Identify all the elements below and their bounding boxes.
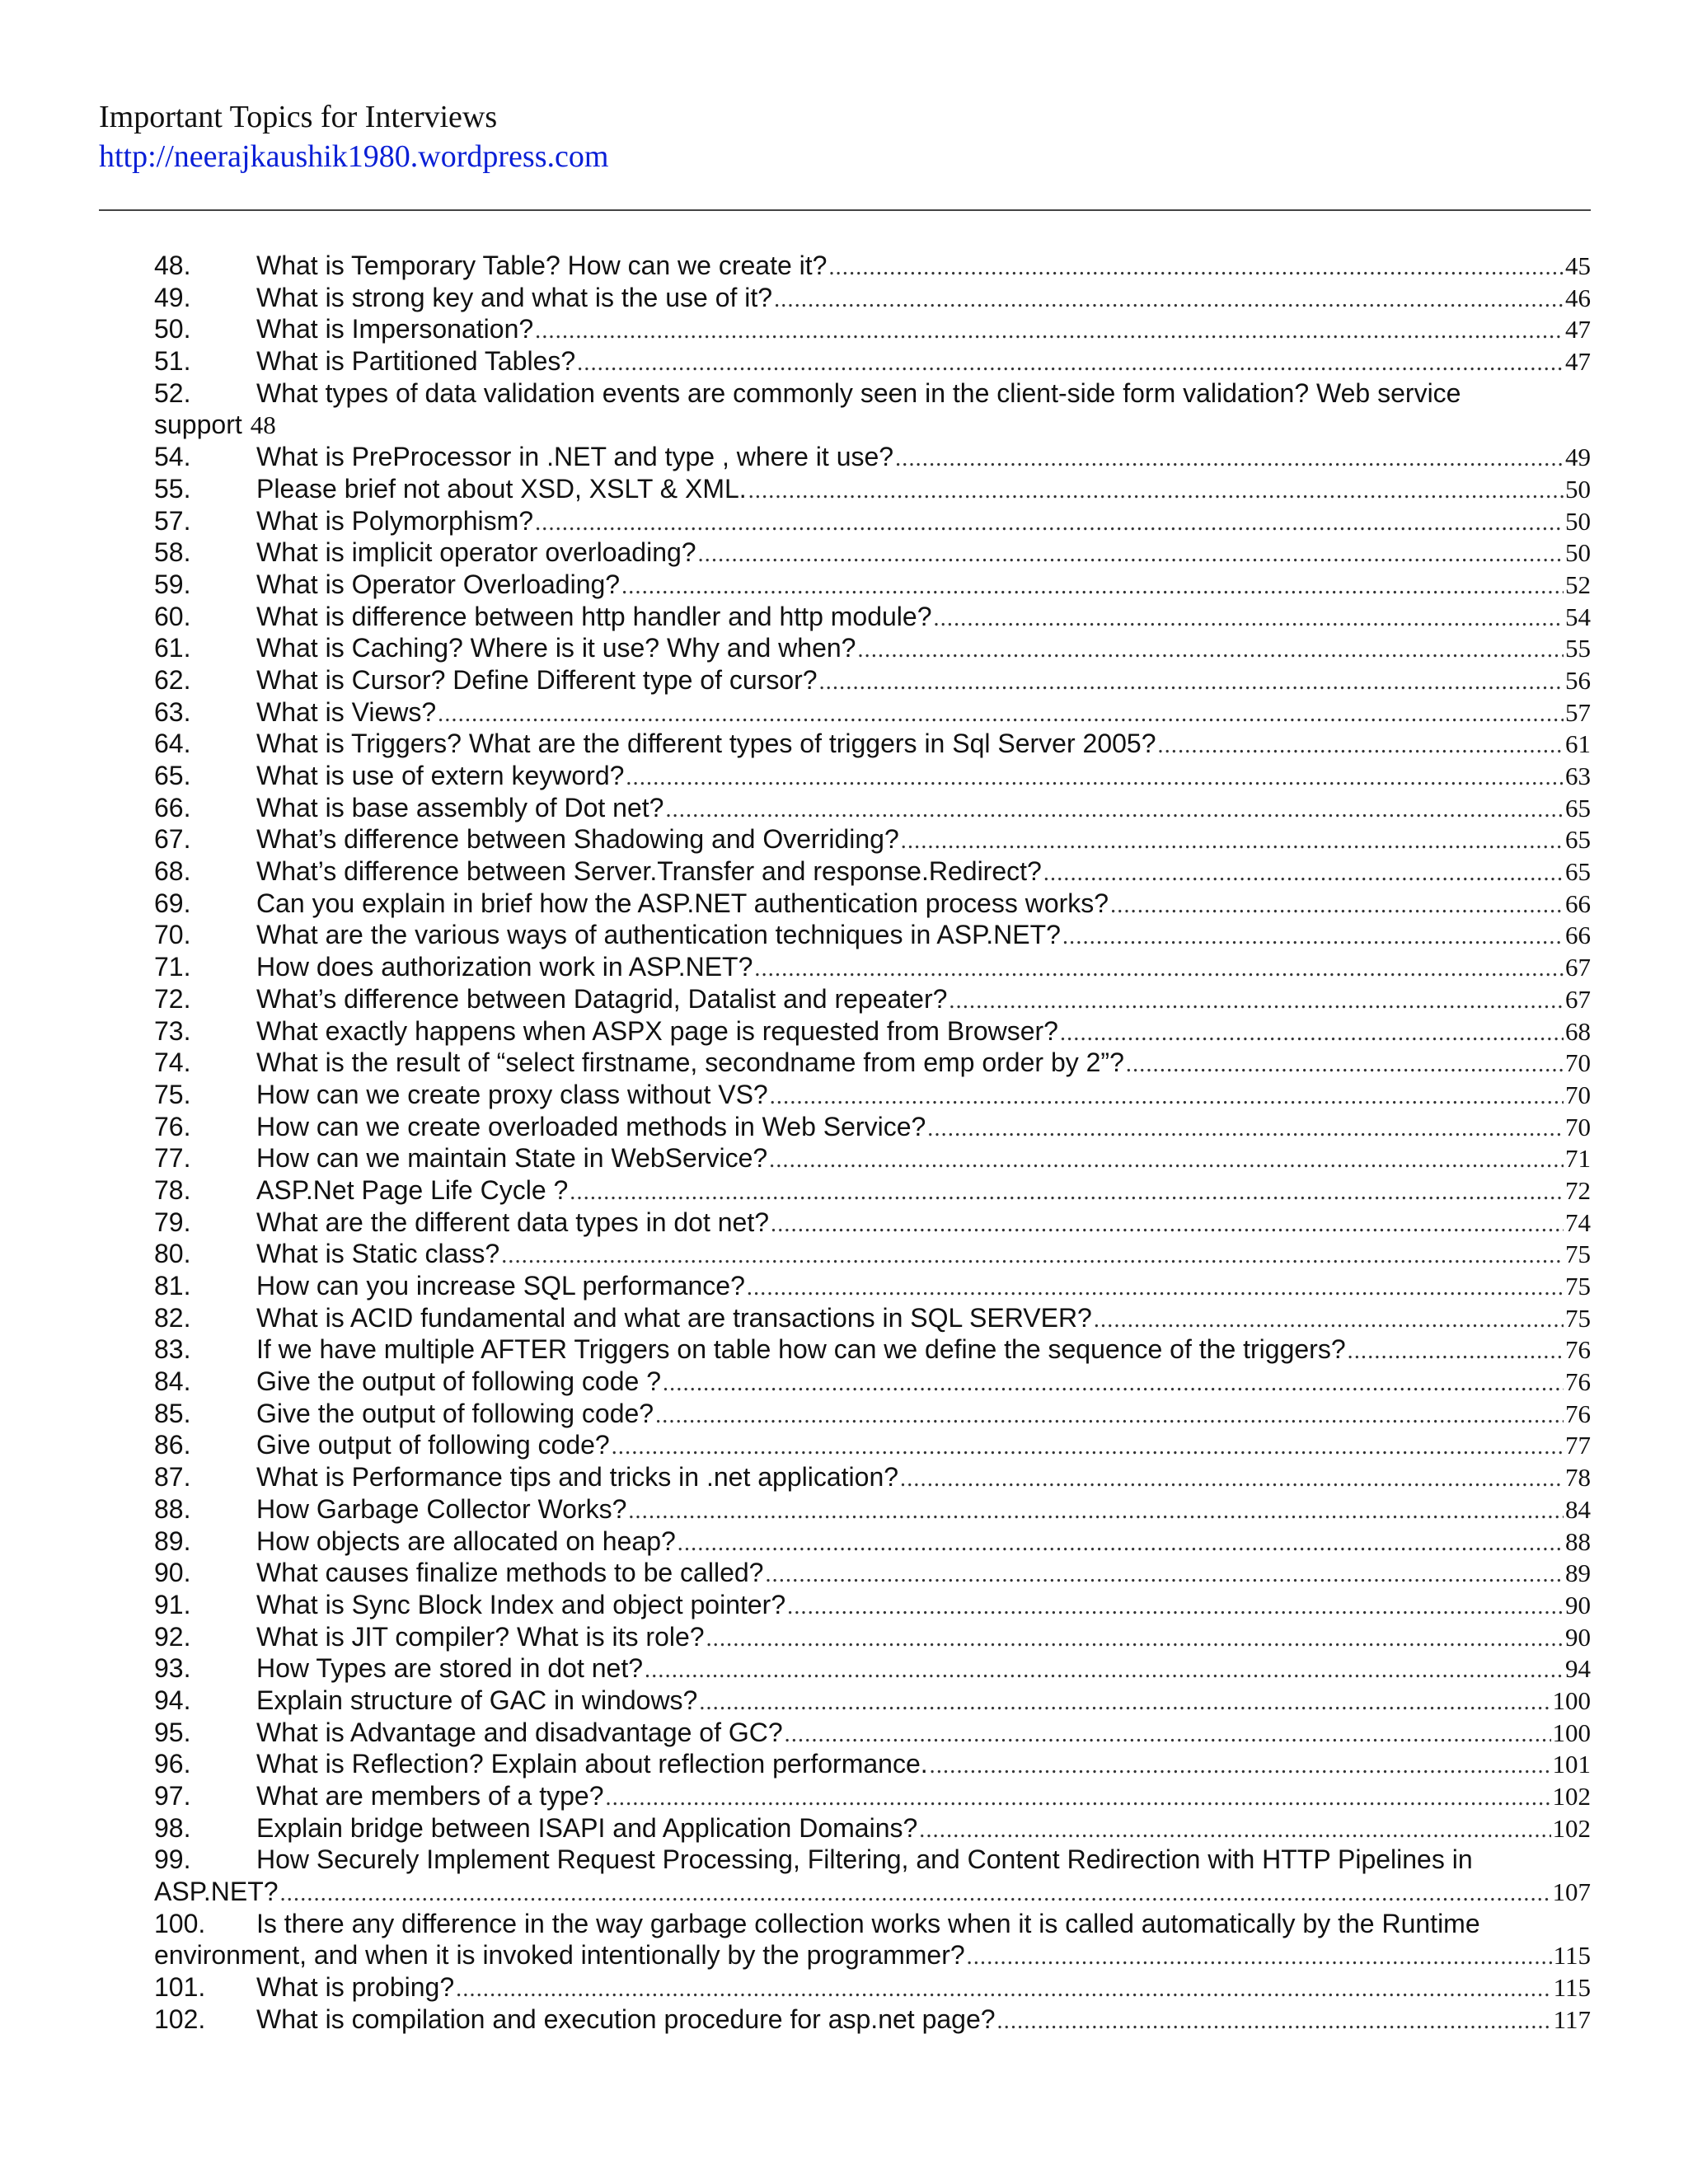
toc-entry-number: 68. bbox=[154, 856, 191, 887]
toc-leader-dots bbox=[819, 667, 1564, 699]
toc-entry-page-number: 115 bbox=[1553, 1941, 1591, 1971]
toc-entry-number: 65. bbox=[154, 761, 191, 790]
toc-leader-dots bbox=[930, 1750, 1551, 1783]
toc-entry-title: How can we create proxy class without VS? bbox=[256, 1079, 768, 1109]
toc-entry-title: If we have multiple AFTER Triggers on table how can we define the sequence of the triggers? bbox=[256, 1334, 1346, 1365]
toc-entry-number: 79. bbox=[154, 1207, 191, 1237]
toc-entry[interactable] bbox=[154, 664, 1591, 696]
toc-entry-title: What is compilation and execution procedure for asp.net page? bbox=[256, 2004, 996, 2034]
toc-entry-number: 92. bbox=[154, 1621, 191, 1652]
toc-entry[interactable] bbox=[154, 282, 1591, 314]
toc-leader-dots bbox=[570, 1177, 1564, 1209]
toc-entry-number: 55. bbox=[154, 473, 191, 504]
toc-leader-dots bbox=[1060, 1018, 1564, 1050]
toc-entry-number: 70. bbox=[154, 920, 191, 950]
toc-leader-dots bbox=[663, 1368, 1564, 1400]
toc-leader-dots bbox=[774, 284, 1564, 316]
toc-entry[interactable] bbox=[154, 1493, 1591, 1526]
toc-entry-title: What is Triggers? What are the different types of triggers in Sql Server 2005? bbox=[256, 729, 1156, 759]
toc-entry[interactable] bbox=[154, 1685, 1591, 1717]
toc-entry-number: 59. bbox=[154, 569, 191, 599]
toc-entry-page-number: 47 bbox=[1565, 347, 1591, 377]
toc-entry-number: 87. bbox=[154, 1462, 191, 1493]
toc-entry-title: What is PreProcessor in .NET and type , where it use? bbox=[256, 442, 894, 472]
toc-entry-number: 98. bbox=[154, 1812, 191, 1843]
toc-entry[interactable] bbox=[154, 1174, 1591, 1207]
toc-entry[interactable] bbox=[154, 601, 1591, 633]
toc-entry[interactable] bbox=[154, 1652, 1591, 1685]
toc-entry-page-number: 78 bbox=[1565, 1463, 1591, 1493]
toc-entry[interactable] bbox=[154, 1971, 1591, 2004]
toc-leader-dots bbox=[655, 1400, 1564, 1432]
toc-entry[interactable] bbox=[154, 1047, 1591, 1079]
toc-entry-title: What is Polymorphism? bbox=[256, 505, 534, 536]
toc-entry-page-number: 94 bbox=[1565, 1654, 1591, 1684]
toc-entry-page-number: 107 bbox=[1552, 1877, 1591, 1907]
toc-entry-page-number: 52 bbox=[1565, 569, 1591, 599]
toc-entry-page-number: 100 bbox=[1552, 1718, 1591, 1747]
toc-leader-dots bbox=[645, 1655, 1564, 1687]
toc-entry[interactable] bbox=[154, 569, 1591, 601]
toc-entry-title: Give the output of following code ? bbox=[256, 1366, 661, 1397]
toc-leader-dots bbox=[456, 1974, 1552, 2006]
toc-entry-number: 58. bbox=[154, 537, 191, 568]
toc-entry[interactable] bbox=[154, 632, 1591, 664]
toc-entry[interactable] bbox=[154, 1844, 1591, 1876]
toc-entry-page-number: 75 bbox=[1565, 1303, 1591, 1333]
toc-entry-number: 102. bbox=[154, 2004, 206, 2034]
toc-entry-title: Give the output of following code? bbox=[256, 1398, 654, 1428]
toc-entry-page-number: 67 bbox=[1565, 953, 1591, 982]
toc-entry-page-number: 89 bbox=[1565, 1558, 1591, 1588]
toc-entry-title: What is Temporary Table? How can we create it? bbox=[256, 251, 828, 280]
toc-entry-number: 51. bbox=[154, 346, 191, 377]
toc-entry[interactable] bbox=[154, 1908, 1591, 1940]
toc-entry[interactable] bbox=[154, 1461, 1591, 1493]
toc-entry[interactable] bbox=[154, 1238, 1591, 1270]
header-url-link[interactable]: http://neerajkaushik1980.wordpress.com bbox=[99, 139, 609, 174]
toc-entry-number: 81. bbox=[154, 1271, 191, 1301]
toc-entry[interactable] bbox=[154, 951, 1591, 983]
toc-entry-page-number: 90 bbox=[1565, 1590, 1591, 1619]
toc-entry-page-number: 88 bbox=[1565, 1526, 1591, 1556]
toc-entry-page-number: 70 bbox=[1565, 1080, 1591, 1109]
toc-entry-title: Please brief not about XSD, XSLT & XML. bbox=[256, 473, 747, 504]
toc-entry-number: 100. bbox=[154, 1908, 206, 1938]
toc-entry[interactable] bbox=[154, 1621, 1591, 1653]
toc-entry-page-number: 65 bbox=[1565, 857, 1591, 887]
toc-entry[interactable] bbox=[154, 441, 1591, 473]
table-of-contents bbox=[154, 250, 1591, 2036]
toc-leader-dots bbox=[1126, 1049, 1564, 1081]
toc-leader-dots bbox=[967, 1942, 1552, 1974]
toc-leader-dots bbox=[1043, 858, 1564, 890]
toc-entry-title: What causes finalize methods to be called? bbox=[256, 1558, 764, 1588]
toc-entry[interactable] bbox=[154, 1748, 1591, 1780]
toc-leader-dots bbox=[621, 571, 1564, 603]
toc-leader-dots bbox=[771, 1209, 1564, 1241]
toc-entry-page-number: 74 bbox=[1565, 1207, 1591, 1237]
toc-entry[interactable] bbox=[154, 1270, 1591, 1302]
toc-leader-dots bbox=[501, 1240, 1564, 1272]
toc-entry-number: 64. bbox=[154, 729, 191, 759]
toc-entry-number: 67. bbox=[154, 824, 191, 855]
toc-leader-dots bbox=[1094, 1305, 1564, 1337]
toc-leader-dots bbox=[770, 1081, 1564, 1113]
toc-entry-page-number: 115 bbox=[1553, 1973, 1591, 2003]
toc-entry-number: 99. bbox=[154, 1844, 191, 1875]
toc-entry[interactable] bbox=[154, 1398, 1591, 1430]
toc-entry[interactable] bbox=[154, 1142, 1591, 1174]
toc-entry-number: 91. bbox=[154, 1589, 191, 1619]
toc-entry-number: 69. bbox=[154, 888, 191, 918]
toc-entry-title: How can we create overloaded methods in Web Service? bbox=[256, 1111, 926, 1141]
toc-entry-page-number: 117 bbox=[1553, 2004, 1591, 2034]
toc-entry-page-number: 66 bbox=[1565, 888, 1591, 918]
toc-entry-page-number: 48 bbox=[250, 410, 276, 440]
toc-entry-number: 54. bbox=[154, 442, 191, 472]
toc-leader-dots bbox=[626, 762, 1564, 794]
toc-entry-page-number: 72 bbox=[1565, 1175, 1591, 1205]
toc-entry-page-number: 100 bbox=[1552, 1685, 1591, 1715]
toc-entry-title: What is Partitioned Tables? bbox=[256, 346, 576, 377]
toc-entry-title: What is difference between http handler and http module? bbox=[256, 601, 932, 631]
toc-entry-title: Explain bridge between ISAPI and Application Domains? bbox=[256, 1812, 918, 1843]
toc-entry[interactable] bbox=[154, 760, 1591, 792]
toc-leader-dots bbox=[949, 986, 1564, 1018]
toc-entry-page-number: 55 bbox=[1565, 634, 1591, 663]
toc-entry-title: What is probing? bbox=[256, 1972, 455, 2003]
toc-entry-number: 93. bbox=[154, 1653, 191, 1684]
toc-entry-number: 90. bbox=[154, 1558, 191, 1588]
toc-leader-dots bbox=[857, 635, 1564, 667]
toc-entry-page-number: 50 bbox=[1565, 474, 1591, 504]
toc-entry-title: Is there any difference in the way garbage collection works when it is called automatically by the Runtime bbox=[256, 1908, 1480, 1938]
toc-entry[interactable] bbox=[154, 537, 1591, 569]
toc-entry[interactable] bbox=[154, 1015, 1591, 1047]
toc-entry[interactable] bbox=[154, 345, 1591, 377]
toc-entry-number: 71. bbox=[154, 952, 191, 982]
toc-leader-dots bbox=[785, 1719, 1551, 1751]
toc-leader-dots bbox=[535, 316, 1564, 348]
toc-leader-dots bbox=[577, 348, 1564, 380]
toc-leader-dots bbox=[628, 1496, 1564, 1528]
toc-entry-number: 66. bbox=[154, 792, 191, 823]
toc-entry-page-number: 70 bbox=[1565, 1048, 1591, 1078]
toc-entry-page-number: 67 bbox=[1565, 984, 1591, 1014]
toc-entry-number: 80. bbox=[154, 1239, 191, 1269]
toc-leader-dots bbox=[665, 794, 1564, 827]
toc-entry-number: 50. bbox=[154, 314, 191, 344]
toc-entry-title: How can you increase SQL performance? bbox=[256, 1271, 745, 1301]
toc-entry-number: 88. bbox=[154, 1493, 191, 1524]
toc-leader-dots bbox=[699, 1687, 1550, 1719]
toc-entry-title: What is ACID fundamental and what are transactions in SQL SERVER? bbox=[256, 1302, 1092, 1333]
toc-entry-title: What’s difference between Shadowing and Overriding? bbox=[256, 824, 899, 855]
toc-entry-title: Can you explain in brief how the ASP.NET authentication process works? bbox=[256, 888, 1109, 918]
toc-entry-page-number: 49 bbox=[1565, 443, 1591, 472]
toc-entry-title: What is Advantage and disadvantage of GC? bbox=[256, 1717, 783, 1747]
toc-entry-title: What is Operator Overloading? bbox=[256, 569, 621, 599]
toc-entry-page-number: 77 bbox=[1565, 1431, 1591, 1460]
toc-leader-dots bbox=[934, 603, 1564, 635]
toc-entry-number: 62. bbox=[154, 664, 191, 695]
toc-entry-title: What is JIT compiler? What is its role? bbox=[256, 1621, 705, 1652]
toc-entry-continuation[interactable] bbox=[154, 409, 1591, 441]
toc-entry-number: 95. bbox=[154, 1717, 191, 1747]
toc-entry-continuation[interactable] bbox=[154, 1876, 1591, 1908]
toc-entry-number: 75. bbox=[154, 1079, 191, 1109]
toc-entry-title: What is implicit operator overloading? bbox=[256, 537, 696, 568]
toc-entry-page-number: 46 bbox=[1565, 283, 1591, 312]
toc-entry-title: What is Static class? bbox=[256, 1239, 500, 1269]
toc-entry-page-number: 56 bbox=[1565, 665, 1591, 695]
toc-leader-dots bbox=[997, 2006, 1552, 2038]
toc-entry-page-number: 68 bbox=[1565, 1016, 1591, 1046]
toc-entry-title: Explain structure of GAC in windows? bbox=[256, 1685, 698, 1715]
toc-entry-title: ASP.Net Page Life Cycle ? bbox=[256, 1174, 569, 1205]
toc-entry[interactable] bbox=[154, 983, 1591, 1015]
toc-entry[interactable] bbox=[154, 1717, 1591, 1749]
toc-entry-title: What is Views? bbox=[256, 696, 437, 727]
toc-entry-page-number: 75 bbox=[1565, 1272, 1591, 1301]
toc-leader-dots bbox=[1110, 890, 1564, 922]
toc-entry-title: How Securely Implement Request Processing, Filtering, and Content Redirection with HTTP Pipelines in bbox=[256, 1844, 1473, 1875]
toc-entry[interactable] bbox=[154, 1780, 1591, 1812]
toc-entry-title: What is use of extern keyword? bbox=[256, 761, 625, 790]
toc-entry-page-number: 57 bbox=[1565, 697, 1591, 727]
toc-entry-number: 94. bbox=[154, 1685, 191, 1715]
toc-entry-number: 97. bbox=[154, 1781, 191, 1811]
toc-entry[interactable] bbox=[154, 1429, 1591, 1461]
toc-entry[interactable] bbox=[154, 1526, 1591, 1558]
toc-entry[interactable] bbox=[154, 1207, 1591, 1239]
toc-entry-page-number: 102 bbox=[1552, 1813, 1591, 1843]
toc-entry-number: 96. bbox=[154, 1749, 191, 1779]
toc-entry[interactable] bbox=[154, 1302, 1591, 1334]
toc-entry-number: 74. bbox=[154, 1047, 191, 1078]
toc-entry-number: 77. bbox=[154, 1143, 191, 1174]
toc-entry-number: 78. bbox=[154, 1174, 191, 1205]
toc-leader-dots bbox=[535, 508, 1564, 540]
toc-entry-number: 60. bbox=[154, 601, 191, 631]
toc-entry-title: What are members of a type? bbox=[256, 1781, 604, 1811]
toc-entry[interactable] bbox=[154, 823, 1591, 855]
toc-entry[interactable] bbox=[154, 1366, 1591, 1398]
toc-entry[interactable] bbox=[154, 1557, 1591, 1589]
toc-leader-dots bbox=[828, 252, 1564, 284]
toc-entry-title: What’s difference between Server.Transfer and response.Redirect? bbox=[256, 856, 1042, 887]
toc-entry-page-number: 76 bbox=[1565, 1399, 1591, 1428]
toc-leader-dots bbox=[1062, 921, 1564, 954]
toc-entry-page-number: 65 bbox=[1565, 825, 1591, 855]
toc-entry-page-number: 61 bbox=[1565, 729, 1591, 759]
toc-entry[interactable] bbox=[154, 505, 1591, 537]
toc-leader-dots bbox=[787, 1591, 1564, 1624]
page-header bbox=[99, 97, 1582, 176]
toc-entry-page-number: 65 bbox=[1565, 793, 1591, 823]
toc-entry-page-number: 101 bbox=[1552, 1750, 1591, 1779]
toc-entry-number: 49. bbox=[154, 282, 191, 312]
toc-entry-page-number: 54 bbox=[1565, 602, 1591, 631]
toc-entry-title: Give output of following code? bbox=[256, 1430, 610, 1460]
toc-entry-number: 84. bbox=[154, 1366, 191, 1397]
toc-entry-title: What is Cursor? Define Different type of cursor? bbox=[256, 664, 818, 695]
toc-entry-continuation[interactable] bbox=[154, 1939, 1591, 1971]
toc-entry-number: 57. bbox=[154, 505, 191, 536]
toc-entry[interactable] bbox=[154, 313, 1591, 345]
toc-leader-dots bbox=[927, 1113, 1564, 1146]
toc-entry-title-continuation: ASP.NET? bbox=[154, 1877, 279, 1907]
toc-entry-title: What is Impersonation? bbox=[256, 314, 534, 344]
toc-entry-title-continuation: support bbox=[154, 410, 242, 440]
toc-leader-dots bbox=[754, 954, 1564, 986]
toc-entry-page-number: 70 bbox=[1565, 1112, 1591, 1141]
toc-entry[interactable] bbox=[154, 855, 1591, 888]
toc-leader-dots bbox=[1158, 730, 1564, 762]
toc-entry-title: How objects are allocated on heap? bbox=[256, 1526, 676, 1556]
toc-entry-page-number: 47 bbox=[1565, 315, 1591, 344]
toc-entry-page-number: 50 bbox=[1565, 506, 1591, 536]
toc-entry-page-number: 102 bbox=[1552, 1782, 1591, 1811]
toc-leader-dots bbox=[612, 1432, 1564, 1464]
toc-entry-page-number: 84 bbox=[1565, 1494, 1591, 1524]
toc-entry-page-number: 71 bbox=[1565, 1144, 1591, 1174]
toc-leader-dots bbox=[1348, 1336, 1564, 1368]
toc-entry-number: 61. bbox=[154, 633, 191, 663]
toc-leader-dots bbox=[895, 443, 1564, 476]
toc-entry-number: 72. bbox=[154, 983, 191, 1014]
toc-entry-page-number: 63 bbox=[1565, 762, 1591, 790]
toc-entry-title: How Types are stored in dot net? bbox=[256, 1653, 644, 1684]
toc-entry-title: What is base assembly of Dot net? bbox=[256, 792, 664, 823]
toc-entry-title: What types of data validation events are commonly seen in the client-side form validation? Web service bbox=[256, 377, 1461, 408]
toc-entry-title: What exactly happens when ASPX page is requested from Browser? bbox=[256, 1015, 1058, 1046]
toc-entry-title: What is strong key and what is the use of it? bbox=[256, 282, 773, 312]
toc-leader-dots bbox=[919, 1815, 1550, 1847]
toc-entry-title: How can we maintain State in WebService? bbox=[256, 1143, 768, 1174]
toc-leader-dots bbox=[765, 1559, 1564, 1591]
toc-entry-title: What is Performance tips and tricks in .net application? bbox=[256, 1462, 899, 1493]
toc-leader-dots bbox=[606, 1783, 1551, 1815]
toc-entry-title: What are the various ways of authentication techniques in ASP.NET? bbox=[256, 920, 1061, 950]
toc-entry-page-number: 90 bbox=[1565, 1622, 1591, 1652]
toc-leader-dots bbox=[698, 539, 1564, 571]
toc-entry-page-number: 50 bbox=[1565, 538, 1591, 568]
toc-entry[interactable] bbox=[154, 1079, 1591, 1111]
toc-entry-page-number: 66 bbox=[1565, 921, 1591, 950]
toc-entry-title: How Garbage Collector Works? bbox=[256, 1493, 627, 1524]
toc-entry-title: What is Sync Block Index and object pointer? bbox=[256, 1589, 786, 1619]
toc-leader-dots bbox=[706, 1624, 1564, 1656]
toc-entry-number: 82. bbox=[154, 1302, 191, 1333]
toc-entry-number: 89. bbox=[154, 1526, 191, 1556]
header-title: Important Topics for Interviews bbox=[99, 100, 498, 134]
toc-entry-title: How does authorization work in ASP.NET? bbox=[256, 952, 753, 982]
toc-entry-number: 52. bbox=[154, 377, 191, 408]
toc-leader-dots bbox=[280, 1878, 1551, 1910]
toc-leader-dots bbox=[747, 1272, 1564, 1305]
toc-entry-number: 101. bbox=[154, 1972, 206, 2003]
toc-entry-number: 83. bbox=[154, 1334, 191, 1365]
toc-entry-number: 63. bbox=[154, 696, 191, 727]
toc-leader-dots bbox=[748, 476, 1564, 508]
toc-entry-title: What is Caching? Where is it use? Why and when? bbox=[256, 633, 856, 663]
toc-entry-title-continuation: environment, and when it is invoked intentionally by the programmer? bbox=[154, 1940, 965, 1971]
toc-leader-dots bbox=[678, 1528, 1564, 1560]
toc-entry-number: 85. bbox=[154, 1398, 191, 1428]
toc-entry[interactable] bbox=[154, 888, 1591, 920]
toc-leader-dots bbox=[900, 1464, 1564, 1496]
toc-entry-title: What is Reflection? Explain about reflection performance. bbox=[256, 1749, 928, 1779]
toc-leader-dots bbox=[438, 699, 1564, 731]
toc-entry-number: 86. bbox=[154, 1430, 191, 1460]
toc-entry-title: What are the different data types in dot net? bbox=[256, 1207, 770, 1237]
toc-entry-title: What is the result of “select firstname, secondname from emp order by 2”? bbox=[256, 1047, 1124, 1078]
toc-leader-dots bbox=[769, 1145, 1564, 1177]
toc-entry-number: 76. bbox=[154, 1111, 191, 1141]
toc-leader-dots bbox=[901, 826, 1564, 858]
toc-entry[interactable] bbox=[154, 1812, 1591, 1844]
toc-entry[interactable] bbox=[154, 919, 1591, 951]
toc-entry-number: 73. bbox=[154, 1015, 191, 1046]
toc-entry[interactable] bbox=[154, 1589, 1591, 1621]
toc-entry-page-number: 75 bbox=[1565, 1240, 1591, 1269]
toc-entry[interactable] bbox=[154, 1333, 1591, 1366]
toc-entry[interactable] bbox=[154, 250, 1591, 282]
toc-entry[interactable] bbox=[154, 728, 1591, 760]
toc-entry[interactable] bbox=[154, 377, 1591, 410]
toc-entry[interactable] bbox=[154, 792, 1591, 824]
toc-entry-page-number: 76 bbox=[1565, 1335, 1591, 1365]
toc-entry-page-number: 76 bbox=[1565, 1367, 1591, 1397]
toc-entry-page-number: 45 bbox=[1565, 251, 1591, 280]
toc-entry[interactable] bbox=[154, 1111, 1591, 1143]
toc-entry[interactable] bbox=[154, 696, 1591, 729]
toc-entry[interactable] bbox=[154, 2004, 1591, 2036]
toc-entry-number: 48. bbox=[154, 251, 191, 280]
toc-entry[interactable] bbox=[154, 473, 1591, 505]
toc-entry-title: What’s difference between Datagrid, Datalist and repeater? bbox=[256, 983, 948, 1014]
header-divider bbox=[99, 209, 1591, 211]
